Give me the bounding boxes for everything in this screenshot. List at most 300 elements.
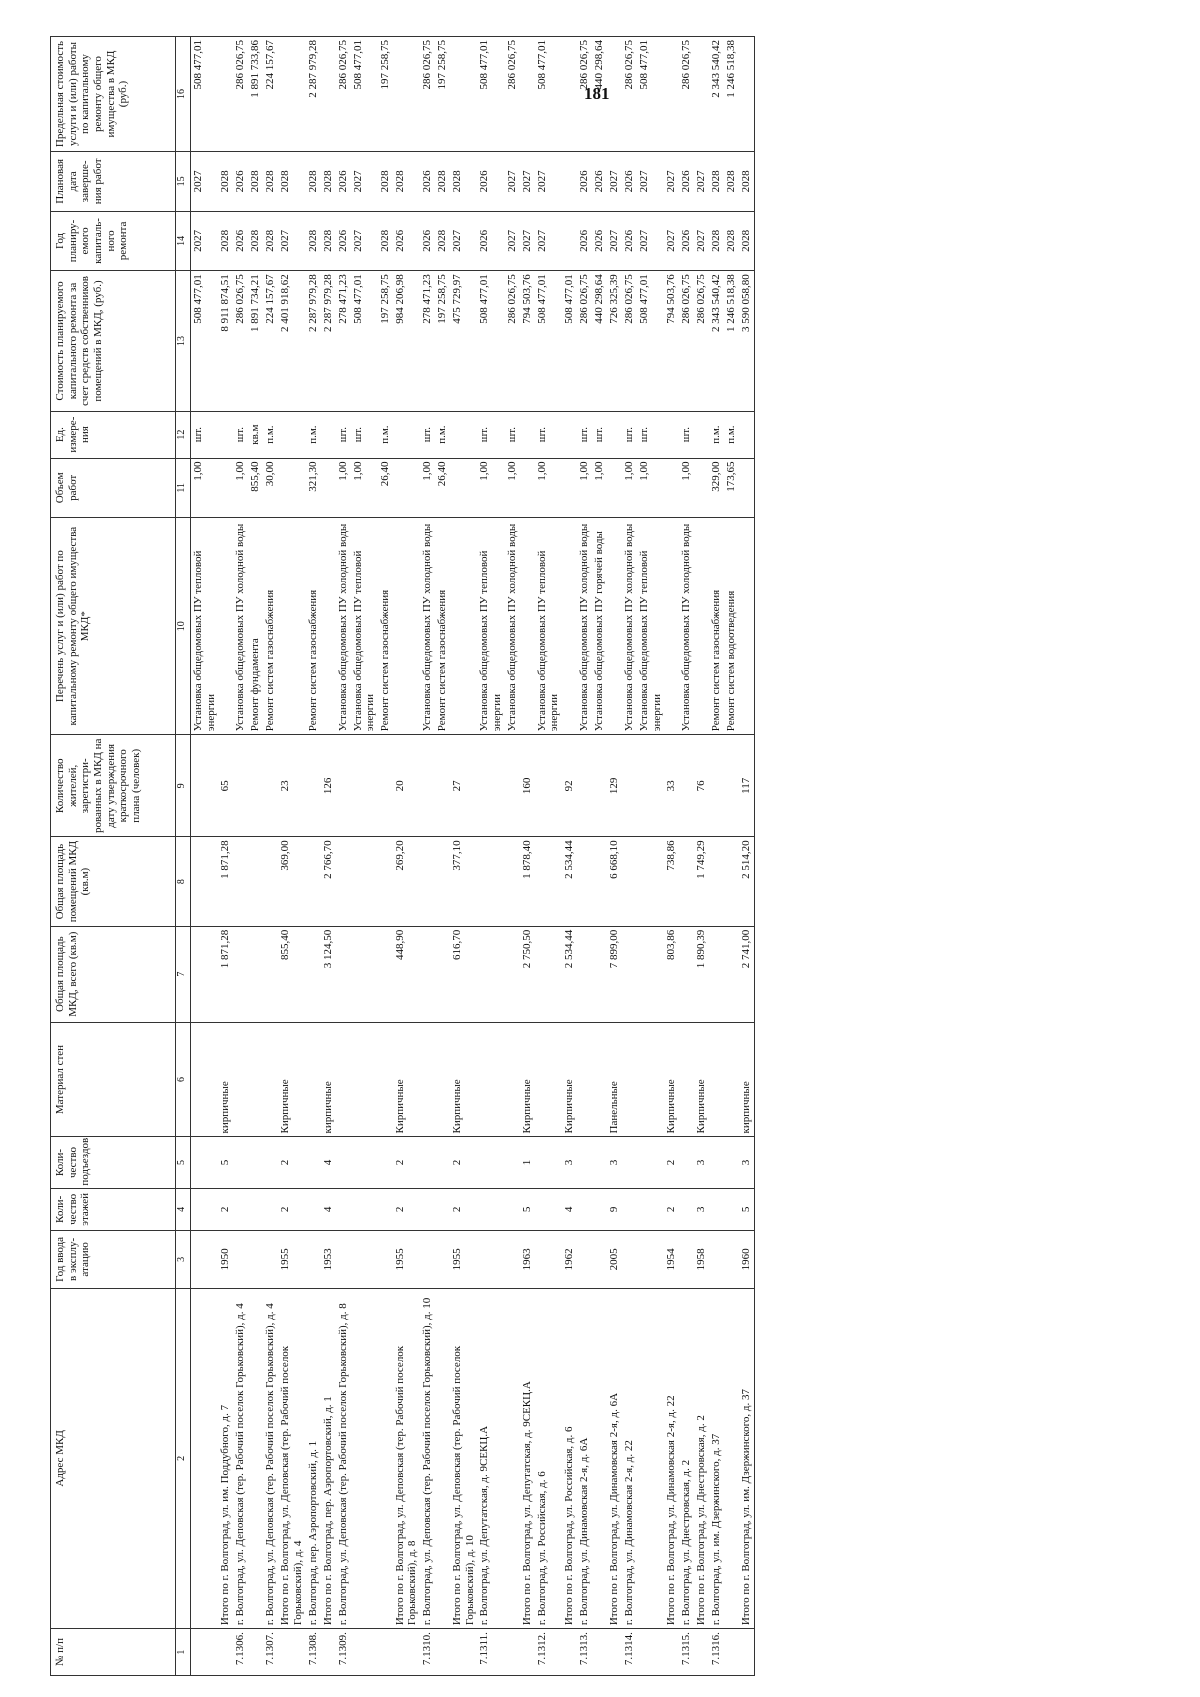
column-header: Объем работ [51, 458, 176, 518]
table-cell [505, 1231, 520, 1288]
table-cell: 117 [739, 735, 754, 837]
table-cell [351, 837, 378, 926]
table-cell: 2028 [306, 211, 321, 271]
table-cell [622, 735, 637, 837]
table-cell [351, 1231, 378, 1288]
table-cell: 2028 [435, 211, 450, 271]
table-cell: 1 246 518,38 [724, 37, 739, 152]
table-row [248, 37, 263, 1676]
table-cell [336, 926, 351, 1022]
table-cell: 2 741,00 [739, 926, 754, 1022]
table-cell: Ремонт систем водоотведения [724, 518, 739, 735]
table-cell [336, 1188, 351, 1231]
table-cell [191, 1137, 219, 1188]
table-cell: 2027 [694, 152, 709, 212]
table-cell: 2027 [191, 152, 219, 212]
table-cell: 1 891 734,21 [248, 271, 263, 411]
table-cell [664, 1629, 679, 1676]
table-cell [233, 1231, 248, 1288]
table-cell [477, 1231, 504, 1288]
column-header: № п/п [51, 1629, 176, 1676]
table-cell: 738,86 [664, 837, 679, 926]
table-cell: шт. [233, 411, 248, 458]
table-cell: 1,00 [420, 458, 435, 518]
table-cell: 1,00 [233, 458, 248, 518]
column-number: 6 [176, 1022, 191, 1137]
table-cell [535, 926, 562, 1022]
table-cell [393, 37, 420, 152]
table-cell: 286 026,75 [505, 271, 520, 411]
table-cell: 508 477,01 [535, 271, 562, 411]
table-row [679, 37, 694, 1676]
table-cell: 2026 [622, 152, 637, 212]
table-cell: 2027 [637, 211, 664, 271]
table-row [535, 37, 562, 1676]
table-cell [191, 735, 219, 837]
table-cell: 2027 [278, 211, 305, 271]
table-row [724, 37, 739, 1676]
table-cell [739, 37, 754, 152]
table-cell [420, 926, 435, 1022]
table-cell: 4 [562, 1188, 577, 1231]
table-row [709, 37, 724, 1676]
table-cell: 286 026,75 [420, 37, 435, 152]
table-cell: 1,00 [477, 458, 504, 518]
table-cell: 286 026,75 [233, 271, 248, 411]
table-cell: Установка общедомовых ПУ холодной воды [233, 518, 248, 735]
table-cell [306, 1231, 321, 1288]
table-cell [739, 458, 754, 518]
table-cell: Итого по г. Волгоград, ул. Днестровская, д. 2 [694, 1288, 709, 1629]
table-cell: 224 157,67 [263, 37, 278, 152]
table-cell [520, 458, 535, 518]
table-cell [607, 411, 622, 458]
total-row [278, 37, 305, 1676]
column-header: Год планиру-емого капиталь-ного ремонта [51, 211, 176, 271]
table-cell: 9 [607, 1188, 622, 1231]
table-cell [477, 1188, 504, 1231]
table-cell [709, 1022, 724, 1137]
table-cell: Итого по г. Волгоград, ул. Деповская (тер. Рабочий поселок Горьковский), д. 10 [450, 1288, 477, 1629]
table-cell: 3 [739, 1137, 754, 1188]
table-cell: 7 899,00 [607, 926, 622, 1022]
table-cell [477, 926, 504, 1022]
table-cell: 1 [520, 1137, 535, 1188]
table-cell: 1 749,29 [694, 837, 709, 926]
table-row [637, 37, 664, 1676]
column-header: Количество жителей, зарегистри-рованных в МКД на дату утверждения краткосрочного плана (человек) [51, 735, 176, 837]
table-cell: 3 [562, 1137, 577, 1188]
table-cell: 2 514,20 [739, 837, 754, 926]
column-header: Перечень услуг и (или) работ по капитальному ремонту общего имущества МКД* [51, 518, 176, 735]
table-cell [378, 1188, 393, 1231]
table-cell [378, 926, 393, 1022]
table-cell [592, 1288, 607, 1629]
table-cell: кирпичные [739, 1022, 754, 1137]
table-cell: Кирпичные [450, 1022, 477, 1137]
table-cell: 321,30 [306, 458, 321, 518]
table-cell: 1 246 518,38 [724, 271, 739, 411]
table-cell [477, 1022, 504, 1137]
table-cell: г. Волгоград, ул. Деповская (тер. Рабочий поселок Горьковский), д. 4 [233, 1288, 248, 1629]
table-cell: 1953 [321, 1231, 336, 1288]
table-cell: 20 [393, 735, 420, 837]
table-cell [191, 837, 219, 926]
table-cell [592, 1137, 607, 1188]
table-cell: 2026 [393, 211, 420, 271]
table-cell [278, 1629, 305, 1676]
table-cell: 3 590 058,80 [739, 271, 754, 411]
table-cell [321, 458, 336, 518]
table-cell [278, 411, 305, 458]
table-cell: 508 477,01 [562, 271, 577, 411]
table-cell [263, 926, 278, 1022]
table-cell [724, 1137, 739, 1188]
table-row [306, 37, 321, 1676]
table-cell: шт. [351, 411, 378, 458]
table-cell: 475 729,97 [450, 271, 477, 411]
table-cell: Установка общедомовых ПУ тепловой энергии [535, 518, 562, 735]
table-cell: 508 477,01 [191, 37, 219, 152]
table-cell: 1963 [520, 1231, 535, 1288]
column-number: 1 [176, 1629, 191, 1676]
table-cell [562, 211, 577, 271]
column-header: Общая площадь помещений МКД (кв.м) [51, 837, 176, 926]
table-cell [218, 518, 233, 735]
table-cell [664, 458, 679, 518]
table-cell: 2028 [709, 211, 724, 271]
table-cell: 1962 [562, 1231, 577, 1288]
table-cell: 2027 [637, 152, 664, 212]
table-cell: 2027 [535, 152, 562, 212]
table-cell [321, 518, 336, 735]
table-cell: 2 [278, 1188, 305, 1231]
table-cell: 1 871,28 [218, 926, 233, 1022]
table-cell [248, 1231, 263, 1288]
table-cell [435, 1629, 450, 1676]
table-cell: г. Волгоград, ул. Деповская (тер. Рабочий поселок Горьковский), д. 8 [336, 1288, 351, 1629]
table-cell [450, 1629, 477, 1676]
table-cell [637, 735, 664, 837]
table-cell: 286 026,75 [679, 37, 694, 152]
column-header: Адрес МКД [51, 1288, 176, 1629]
table-cell [477, 1137, 504, 1188]
table-cell [351, 926, 378, 1022]
table-cell [420, 1022, 435, 1137]
table-cell [248, 1288, 263, 1629]
table-cell [233, 735, 248, 837]
table-cell [679, 1231, 694, 1288]
table-cell: 2 766,70 [321, 837, 336, 926]
table-cell [191, 1022, 219, 1137]
table-cell: шт. [622, 411, 637, 458]
table-cell [351, 1137, 378, 1188]
table-cell: кирпичные [218, 1022, 233, 1137]
table-cell [724, 1022, 739, 1137]
table-cell: 2028 [724, 152, 739, 212]
table-cell [248, 1022, 263, 1137]
table-cell [336, 837, 351, 926]
page-number: 181 [584, 84, 610, 103]
table-cell [664, 518, 679, 735]
table-cell [435, 1231, 450, 1288]
table-cell: 286 026,75 [505, 37, 520, 152]
total-row [321, 37, 336, 1676]
table-cell [607, 518, 622, 735]
table-cell [592, 1629, 607, 1676]
table-cell [694, 37, 709, 152]
table-cell: п.м. [435, 411, 450, 458]
table-cell: п.м. [709, 411, 724, 458]
table-cell [191, 926, 219, 1022]
table-cell: 7.1315. [679, 1629, 694, 1676]
table-cell [263, 1137, 278, 1188]
table-cell: п.м. [724, 411, 739, 458]
table-cell: 2028 [218, 211, 233, 271]
table-cell: 286 026,75 [622, 37, 637, 152]
table-cell [450, 411, 477, 458]
table-cell: 2 343 540,42 [709, 271, 724, 411]
table-cell [233, 837, 248, 926]
table-cell: 2028 [739, 152, 754, 212]
table-cell: 1,00 [592, 458, 607, 518]
table-cell: 2028 [709, 152, 724, 212]
table-cell [435, 837, 450, 926]
table-cell [637, 1629, 664, 1676]
table-cell: Установка общедомовых ПУ холодной воды [505, 518, 520, 735]
table-cell: 2 750,50 [520, 926, 535, 1022]
table-cell [535, 837, 562, 926]
table-cell [637, 1022, 664, 1137]
table-cell: 23 [278, 735, 305, 837]
table-cell [351, 1629, 378, 1676]
table-cell: 1 891 733,86 [248, 37, 263, 152]
table-cell [637, 1188, 664, 1231]
table-cell: шт. [420, 411, 435, 458]
table-cell: 2027 [520, 152, 535, 212]
table-cell: Кирпичные [562, 1022, 577, 1137]
table-cell [218, 411, 233, 458]
table-cell [450, 37, 477, 152]
table-cell: 508 477,01 [535, 37, 562, 152]
table-cell [218, 37, 233, 152]
table-cell: 508 477,01 [351, 37, 378, 152]
table-row [435, 37, 450, 1676]
table-cell [679, 1188, 694, 1231]
table-cell [378, 735, 393, 837]
table-cell: г. Волгоград, пер. Аэропортовский, д. 1 [306, 1288, 321, 1629]
table-cell [233, 926, 248, 1022]
table-cell [577, 1231, 592, 1288]
table-cell [592, 1188, 607, 1231]
table-cell [709, 735, 724, 837]
table-cell: 2027 [664, 211, 679, 271]
column-header: Общая площадь МКД, всего (кв.м) [51, 926, 176, 1022]
table-cell [378, 1231, 393, 1288]
table-cell [248, 735, 263, 837]
table-cell: п.м. [306, 411, 321, 458]
table-row [351, 37, 378, 1676]
column-header: Стоимость планируемого капитального ремонта за счет средств собственников помещений в МКД, (руб.) [51, 271, 176, 411]
table-cell [679, 1022, 694, 1137]
table-cell: 2 [450, 1137, 477, 1188]
column-number: 15 [176, 152, 191, 212]
table-cell [664, 411, 679, 458]
table-cell: 2005 [607, 1231, 622, 1288]
table-row [263, 37, 278, 1676]
table-cell: 1,00 [535, 458, 562, 518]
table-cell [505, 1137, 520, 1188]
total-row [739, 37, 754, 1676]
table-cell: Итого по г. Волгоград, ул. Динамовская 2-я, д. 22 [664, 1288, 679, 1629]
table-cell: 7.1306. [233, 1629, 248, 1676]
table-cell: Установка общедомовых ПУ тепловой энергии [637, 518, 664, 735]
table-cell: 2027 [535, 211, 562, 271]
table-cell [505, 837, 520, 926]
column-number: 10 [176, 518, 191, 735]
table-cell [378, 1022, 393, 1137]
total-row [393, 37, 420, 1676]
table-cell: 984 206,98 [393, 271, 420, 411]
table-cell [607, 37, 622, 152]
table-cell: 2027 [351, 152, 378, 212]
table-cell: 7.1310. [420, 1629, 435, 1676]
table-cell: 2 [278, 1137, 305, 1188]
total-row [607, 37, 622, 1676]
table-cell: 2028 [378, 211, 393, 271]
table-cell: 286 026,75 [577, 271, 592, 411]
table-cell: 286 026,75 [577, 37, 592, 152]
table-cell: Итого по г. Волгоград, ул. Деповская (тер. Рабочий поселок Горьковский), д. 8 [393, 1288, 420, 1629]
table-cell: 2028 [218, 152, 233, 212]
table-cell: 508 477,01 [477, 271, 504, 411]
table-cell: 1958 [694, 1231, 709, 1288]
table-cell: 92 [562, 735, 577, 837]
table-cell [393, 1629, 420, 1676]
table-cell [694, 458, 709, 518]
table-row [477, 37, 504, 1676]
table-cell: 2028 [306, 152, 321, 212]
table-cell: Установка общедомовых ПУ горячей воды [592, 518, 607, 735]
table-cell [191, 1629, 219, 1676]
table-cell: 129 [607, 735, 622, 837]
table-cell: кв.м [248, 411, 263, 458]
table-cell: 3 [607, 1137, 622, 1188]
table-cell: 2026 [477, 211, 504, 271]
table-cell [336, 1137, 351, 1188]
table-cell [450, 458, 477, 518]
table-cell [709, 1188, 724, 1231]
table-cell: 7.1313. [577, 1629, 592, 1676]
table-cell: 197 258,75 [378, 271, 393, 411]
table-cell: 197 258,75 [435, 37, 450, 152]
table-cell: Установка общедомовых ПУ холодной воды [679, 518, 694, 735]
table-cell: Кирпичные [664, 1022, 679, 1137]
table-row [592, 37, 607, 1676]
table-cell: Установка общедомовых ПУ холодной воды [336, 518, 351, 735]
table-cell: 1 871,28 [218, 837, 233, 926]
table-cell: Кирпичные [278, 1022, 305, 1137]
table-cell: 30,00 [263, 458, 278, 518]
table-cell: 1955 [393, 1231, 420, 1288]
table-cell [739, 411, 754, 458]
table-cell [535, 1137, 562, 1188]
table-cell: 5 [520, 1188, 535, 1231]
table-cell: 5 [739, 1188, 754, 1231]
table-cell [622, 926, 637, 1022]
table-cell [622, 837, 637, 926]
table-cell: 616,70 [450, 926, 477, 1022]
table-cell: шт. [577, 411, 592, 458]
table-cell [562, 1629, 577, 1676]
table-cell: Установка общедомовых ПУ тепловой энергии [191, 518, 219, 735]
table-cell: шт. [505, 411, 520, 458]
column-header: Коли-чество этажей [51, 1188, 176, 1231]
table-cell: 508 477,01 [351, 271, 378, 411]
table-cell [248, 1188, 263, 1231]
table-cell: 2028 [321, 152, 336, 212]
table-cell [306, 837, 321, 926]
table-cell [306, 735, 321, 837]
table-cell [535, 1231, 562, 1288]
table-cell: 2 [664, 1188, 679, 1231]
table-cell [562, 152, 577, 212]
table-cell [321, 1629, 336, 1676]
column-number: 7 [176, 926, 191, 1022]
table-cell: 1955 [450, 1231, 477, 1288]
table-cell: 2027 [351, 211, 378, 271]
table-cell: 1 878,40 [520, 837, 535, 926]
column-number: 14 [176, 211, 191, 271]
table-cell: 794 503,76 [520, 271, 535, 411]
table-cell [520, 411, 535, 458]
table-cell [263, 837, 278, 926]
table-cell [263, 1022, 278, 1137]
table-cell: 197 258,75 [378, 37, 393, 152]
table-cell [505, 1288, 520, 1629]
capital-repair-table [50, 36, 755, 1676]
column-header: Год ввода в эксплу-атацию [51, 1231, 176, 1288]
total-row [450, 37, 477, 1676]
table-cell: 508 477,01 [637, 37, 664, 152]
table-cell [577, 837, 592, 926]
table-cell [577, 1188, 592, 1231]
table-cell [577, 1022, 592, 1137]
column-number-row [176, 37, 191, 1676]
table-cell: шт. [191, 411, 219, 458]
table-cell [724, 837, 739, 926]
table-cell: 2 287 979,28 [306, 271, 321, 411]
table-cell [592, 1231, 607, 1288]
table-cell: Установка общедомовых ПУ холодной воды [577, 518, 592, 735]
table-cell: 2 [664, 1137, 679, 1188]
table-cell: Итого по г. Волгоград, ул. Динамовская 2-я, д. 6А [607, 1288, 622, 1629]
total-row [520, 37, 535, 1676]
table-cell: 2027 [450, 211, 477, 271]
table-cell [435, 1022, 450, 1137]
column-header: Материал стен [51, 1022, 176, 1137]
table-cell [709, 926, 724, 1022]
table-cell: 1,00 [577, 458, 592, 518]
table-cell [393, 411, 420, 458]
column-header: Ед. измере-ния [51, 411, 176, 458]
table-cell: Итого по г. Волгоград, ул. Деповская (тер. Рабочий поселок Горьковский), д. 4 [278, 1288, 305, 1629]
table-cell: 160 [520, 735, 535, 837]
table-cell: Итого по г. Волгоград, ул. им. Поддубного, д. 7 [218, 1288, 233, 1629]
table-cell: 4 [321, 1137, 336, 1188]
table-cell [562, 518, 577, 735]
column-number: 3 [176, 1231, 191, 1288]
